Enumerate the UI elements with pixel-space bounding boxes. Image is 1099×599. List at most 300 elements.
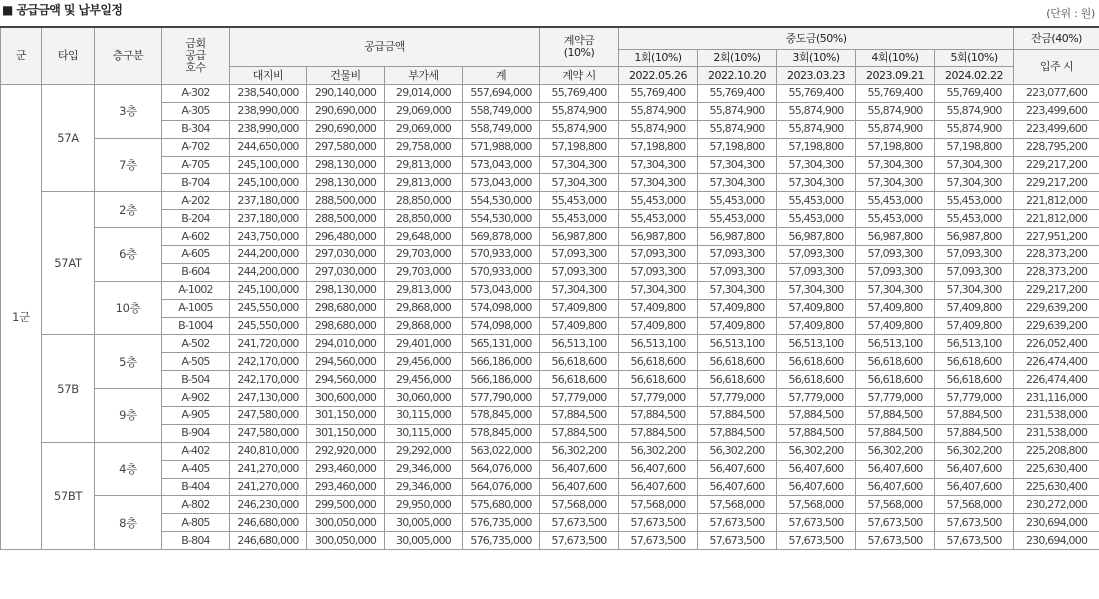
vat-cell: 30,005,000	[385, 514, 463, 532]
building-cost-cell: 290,690,000	[307, 120, 385, 138]
table-row	[1, 353, 1099, 371]
header-date-5: 2024.02.22	[935, 67, 1014, 85]
middle-1-cell: 56,618,600	[619, 371, 698, 389]
table-row	[1, 138, 1099, 156]
table-row	[1, 228, 1099, 246]
middle-4-cell: 55,453,000	[856, 210, 935, 228]
floor-cell: 5층	[95, 335, 162, 389]
middle-5-cell: 57,884,500	[935, 424, 1014, 442]
type-cell: 57AT	[42, 192, 95, 335]
middle-2-cell: 57,304,300	[698, 174, 777, 192]
table-row	[1, 389, 1099, 407]
land-cost-cell: 243,750,000	[230, 228, 307, 246]
middle-4-cell: 56,513,100	[856, 335, 935, 353]
building-cost-cell: 294,560,000	[307, 353, 385, 371]
middle-4-cell: 55,769,400	[856, 85, 935, 103]
middle-5-cell: 56,987,800	[935, 228, 1014, 246]
building-cost-cell: 301,150,000	[307, 424, 385, 442]
unit-no-cell: A-802	[162, 496, 230, 514]
group-cell: 1군	[1, 85, 42, 550]
floor-cell: 9층	[95, 389, 162, 443]
header-units-line3: 호수	[185, 61, 206, 74]
unit-no-cell: B-204	[162, 210, 230, 228]
building-cost-cell: 294,560,000	[307, 371, 385, 389]
middle-3-cell: 57,409,800	[777, 317, 856, 335]
header-type: 타입	[42, 27, 95, 85]
middle-4-cell: 57,673,500	[856, 514, 935, 532]
balance-cell: 226,052,400	[1014, 335, 1099, 353]
building-cost-cell: 290,140,000	[307, 85, 385, 103]
header-middle-5: 5회(10%)	[935, 50, 1014, 67]
table-row	[1, 120, 1099, 138]
balance-cell: 229,217,200	[1014, 156, 1099, 174]
header-total: 계	[463, 67, 540, 85]
header-units-line2: 공급	[185, 49, 206, 62]
middle-4-cell: 57,093,300	[856, 246, 935, 264]
middle-4-cell: 55,874,900	[856, 102, 935, 120]
middle-1-cell: 56,513,100	[619, 335, 698, 353]
header-vat: 부가세	[385, 67, 463, 85]
middle-2-cell: 56,987,800	[698, 228, 777, 246]
balance-cell: 225,208,800	[1014, 442, 1099, 460]
header-middle: 중도금(50%)	[619, 27, 1014, 50]
total-cell: 557,694,000	[463, 85, 540, 103]
deposit-cell: 56,302,200	[540, 442, 619, 460]
middle-1-cell: 57,409,800	[619, 317, 698, 335]
total-cell: 576,735,000	[463, 514, 540, 532]
middle-5-cell: 56,618,600	[935, 371, 1014, 389]
floor-cell: 4층	[95, 442, 162, 496]
middle-1-cell: 57,884,500	[619, 407, 698, 425]
type-cell: 57A	[42, 85, 95, 192]
table-row	[1, 496, 1099, 514]
middle-4-cell: 57,093,300	[856, 263, 935, 281]
unit-no-cell: B-1004	[162, 317, 230, 335]
total-cell: 566,186,000	[463, 353, 540, 371]
land-cost-cell: 245,100,000	[230, 281, 307, 299]
middle-1-cell: 57,304,300	[619, 156, 698, 174]
middle-5-cell: 56,513,100	[935, 335, 1014, 353]
land-cost-cell: 246,680,000	[230, 514, 307, 532]
vat-cell: 29,346,000	[385, 460, 463, 478]
total-cell: 554,530,000	[463, 210, 540, 228]
middle-3-cell: 57,568,000	[777, 496, 856, 514]
middle-3-cell: 56,987,800	[777, 228, 856, 246]
unit-no-cell: B-704	[162, 174, 230, 192]
middle-2-cell: 56,618,600	[698, 353, 777, 371]
land-cost-cell: 237,180,000	[230, 192, 307, 210]
middle-3-cell: 57,304,300	[777, 174, 856, 192]
land-cost-cell: 245,550,000	[230, 299, 307, 317]
middle-1-cell: 57,779,000	[619, 389, 698, 407]
building-cost-cell: 300,600,000	[307, 389, 385, 407]
floor-cell: 6층	[95, 228, 162, 282]
building-cost-cell: 293,460,000	[307, 478, 385, 496]
payment-schedule-table	[0, 26, 1099, 550]
total-cell: 576,735,000	[463, 532, 540, 550]
middle-3-cell: 57,093,300	[777, 263, 856, 281]
balance-cell: 223,077,600	[1014, 85, 1099, 103]
middle-2-cell: 57,673,500	[698, 514, 777, 532]
middle-3-cell: 57,304,300	[777, 156, 856, 174]
total-cell: 575,680,000	[463, 496, 540, 514]
middle-4-cell: 57,884,500	[856, 424, 935, 442]
table-row	[1, 156, 1099, 174]
unit-note: (단위 : 원)	[1046, 7, 1095, 20]
header-date-2: 2022.10.20	[698, 67, 777, 85]
balance-cell: 223,499,600	[1014, 102, 1099, 120]
unit-no-cell: B-404	[162, 478, 230, 496]
deposit-cell: 56,987,800	[540, 228, 619, 246]
balance-cell: 230,272,000	[1014, 496, 1099, 514]
middle-1-cell: 55,874,900	[619, 102, 698, 120]
middle-5-cell: 57,304,300	[935, 174, 1014, 192]
total-cell: 571,988,000	[463, 138, 540, 156]
middle-2-cell: 55,453,000	[698, 192, 777, 210]
table-row	[1, 514, 1099, 532]
middle-1-cell: 56,407,600	[619, 460, 698, 478]
table-row	[1, 210, 1099, 228]
header-deposit	[540, 27, 619, 67]
middle-5-cell: 56,618,600	[935, 353, 1014, 371]
building-cost-cell: 300,050,000	[307, 514, 385, 532]
middle-2-cell: 57,409,800	[698, 317, 777, 335]
deposit-cell: 56,407,600	[540, 460, 619, 478]
middle-4-cell: 57,198,800	[856, 138, 935, 156]
middle-3-cell: 57,673,500	[777, 514, 856, 532]
balance-cell: 221,812,000	[1014, 192, 1099, 210]
table-row	[1, 478, 1099, 496]
building-cost-cell: 299,500,000	[307, 496, 385, 514]
middle-3-cell: 55,874,900	[777, 120, 856, 138]
middle-3-cell: 57,884,500	[777, 407, 856, 425]
middle-3-cell: 57,884,500	[777, 424, 856, 442]
unit-no-cell: A-302	[162, 85, 230, 103]
middle-1-cell: 57,409,800	[619, 299, 698, 317]
deposit-cell: 56,407,600	[540, 478, 619, 496]
balance-cell: 229,639,200	[1014, 299, 1099, 317]
deposit-cell: 57,884,500	[540, 407, 619, 425]
middle-4-cell: 56,302,200	[856, 442, 935, 460]
middle-3-cell: 57,673,500	[777, 532, 856, 550]
header-deposit-line1: 계약금	[563, 34, 595, 47]
table-row	[1, 299, 1099, 317]
total-cell: 554,530,000	[463, 192, 540, 210]
middle-2-cell: 55,453,000	[698, 210, 777, 228]
deposit-cell: 56,618,600	[540, 371, 619, 389]
balance-cell: 231,116,000	[1014, 389, 1099, 407]
section-title: ■ 공급금액 및 납부일정	[2, 3, 123, 17]
land-cost-cell: 245,100,000	[230, 174, 307, 192]
vat-cell: 30,060,000	[385, 389, 463, 407]
header-units	[162, 27, 230, 85]
vat-cell: 29,813,000	[385, 281, 463, 299]
middle-4-cell: 56,407,600	[856, 460, 935, 478]
land-cost-cell: 241,720,000	[230, 335, 307, 353]
header-deposit-when: 계약 시	[540, 67, 619, 85]
vat-cell: 30,115,000	[385, 407, 463, 425]
middle-3-cell: 57,198,800	[777, 138, 856, 156]
header-deposit-line2: (10%)	[563, 46, 595, 59]
table-row	[1, 532, 1099, 550]
building-cost-cell: 296,480,000	[307, 228, 385, 246]
land-cost-cell: 238,990,000	[230, 102, 307, 120]
middle-2-cell: 57,884,500	[698, 424, 777, 442]
middle-1-cell: 56,302,200	[619, 442, 698, 460]
balance-cell: 223,499,600	[1014, 120, 1099, 138]
middle-1-cell: 55,874,900	[619, 120, 698, 138]
total-cell: 574,098,000	[463, 299, 540, 317]
middle-5-cell: 56,302,200	[935, 442, 1014, 460]
land-cost-cell: 244,200,000	[230, 246, 307, 264]
middle-1-cell: 57,304,300	[619, 281, 698, 299]
middle-4-cell: 57,304,300	[856, 281, 935, 299]
header-units-line1: 금회	[185, 37, 206, 50]
middle-4-cell: 57,779,000	[856, 389, 935, 407]
land-cost-cell: 244,650,000	[230, 138, 307, 156]
middle-2-cell: 57,304,300	[698, 281, 777, 299]
vat-cell: 29,069,000	[385, 120, 463, 138]
land-cost-cell: 242,170,000	[230, 353, 307, 371]
header-floor: 층구분	[95, 27, 162, 85]
deposit-cell: 55,453,000	[540, 210, 619, 228]
middle-5-cell: 57,779,000	[935, 389, 1014, 407]
unit-no-cell: A-702	[162, 138, 230, 156]
type-cell: 57B	[42, 335, 95, 442]
balance-cell: 229,639,200	[1014, 317, 1099, 335]
vat-cell: 29,950,000	[385, 496, 463, 514]
unit-no-cell: B-804	[162, 532, 230, 550]
floor-cell: 7층	[95, 138, 162, 192]
total-cell: 569,878,000	[463, 228, 540, 246]
middle-4-cell: 57,304,300	[856, 174, 935, 192]
header-balance: 잔금(40%)	[1014, 27, 1099, 50]
middle-3-cell: 56,407,600	[777, 460, 856, 478]
middle-5-cell: 57,884,500	[935, 407, 1014, 425]
middle-3-cell: 55,453,000	[777, 192, 856, 210]
vat-cell: 29,703,000	[385, 246, 463, 264]
land-cost-cell: 241,270,000	[230, 478, 307, 496]
vat-cell: 29,868,000	[385, 299, 463, 317]
unit-no-cell: B-504	[162, 371, 230, 389]
vat-cell: 29,346,000	[385, 478, 463, 496]
middle-1-cell: 57,884,500	[619, 424, 698, 442]
building-cost-cell: 292,920,000	[307, 442, 385, 460]
deposit-cell: 57,304,300	[540, 156, 619, 174]
middle-4-cell: 57,673,500	[856, 532, 935, 550]
table-body	[1, 85, 1099, 550]
unit-no-cell: A-602	[162, 228, 230, 246]
unit-no-cell: B-604	[162, 263, 230, 281]
vat-cell: 30,005,000	[385, 532, 463, 550]
vat-cell: 29,703,000	[385, 263, 463, 281]
land-cost-cell: 247,580,000	[230, 407, 307, 425]
middle-4-cell: 57,409,800	[856, 317, 935, 335]
vat-cell: 29,648,000	[385, 228, 463, 246]
middle-5-cell: 55,769,400	[935, 85, 1014, 103]
table-row	[1, 424, 1099, 442]
total-cell: 570,933,000	[463, 263, 540, 281]
total-cell: 564,076,000	[463, 460, 540, 478]
middle-5-cell: 57,673,500	[935, 532, 1014, 550]
middle-1-cell: 55,769,400	[619, 85, 698, 103]
middle-1-cell: 56,407,600	[619, 478, 698, 496]
middle-5-cell: 57,304,300	[935, 156, 1014, 174]
middle-2-cell: 56,407,600	[698, 460, 777, 478]
balance-cell: 228,795,200	[1014, 138, 1099, 156]
building-cost-cell: 297,030,000	[307, 246, 385, 264]
land-cost-cell: 247,130,000	[230, 389, 307, 407]
middle-3-cell: 57,304,300	[777, 281, 856, 299]
header-building: 건물비	[307, 67, 385, 85]
total-cell: 570,933,000	[463, 246, 540, 264]
table-header	[1, 27, 1099, 85]
middle-5-cell: 55,453,000	[935, 192, 1014, 210]
land-cost-cell: 237,180,000	[230, 210, 307, 228]
vat-cell: 29,868,000	[385, 317, 463, 335]
table-row	[1, 85, 1099, 103]
header-middle-3: 3회(10%)	[777, 50, 856, 67]
middle-4-cell: 56,618,600	[856, 371, 935, 389]
table-row	[1, 407, 1099, 425]
deposit-cell: 57,409,800	[540, 299, 619, 317]
vat-cell: 30,115,000	[385, 424, 463, 442]
building-cost-cell: 298,130,000	[307, 281, 385, 299]
unit-no-cell: A-402	[162, 442, 230, 460]
unit-no-cell: A-1002	[162, 281, 230, 299]
middle-1-cell: 57,673,500	[619, 514, 698, 532]
header-date-3: 2023.03.23	[777, 67, 856, 85]
building-cost-cell: 298,680,000	[307, 317, 385, 335]
building-cost-cell: 301,150,000	[307, 407, 385, 425]
middle-2-cell: 57,779,000	[698, 389, 777, 407]
middle-4-cell: 55,874,900	[856, 120, 935, 138]
middle-3-cell: 56,618,600	[777, 371, 856, 389]
middle-2-cell: 57,093,300	[698, 246, 777, 264]
unit-no-cell: A-505	[162, 353, 230, 371]
middle-4-cell: 56,407,600	[856, 478, 935, 496]
middle-4-cell: 57,409,800	[856, 299, 935, 317]
table-row	[1, 263, 1099, 281]
vat-cell: 28,850,000	[385, 210, 463, 228]
deposit-cell: 56,513,100	[540, 335, 619, 353]
table-row	[1, 335, 1099, 353]
building-cost-cell: 298,130,000	[307, 156, 385, 174]
balance-cell: 226,474,400	[1014, 371, 1099, 389]
floor-cell: 2층	[95, 192, 162, 228]
deposit-cell: 57,673,500	[540, 532, 619, 550]
land-cost-cell: 238,990,000	[230, 120, 307, 138]
total-cell: 573,043,000	[463, 281, 540, 299]
unit-no-cell: A-705	[162, 156, 230, 174]
unit-no-cell: A-902	[162, 389, 230, 407]
table-row	[1, 192, 1099, 210]
middle-4-cell: 55,453,000	[856, 192, 935, 210]
vat-cell: 29,456,000	[385, 353, 463, 371]
land-cost-cell: 238,540,000	[230, 85, 307, 103]
middle-5-cell: 57,409,800	[935, 317, 1014, 335]
header-supply: 공급금액	[230, 27, 540, 67]
vat-cell: 29,292,000	[385, 442, 463, 460]
table-row	[1, 246, 1099, 264]
deposit-cell: 57,304,300	[540, 281, 619, 299]
building-cost-cell: 300,050,000	[307, 532, 385, 550]
balance-cell: 230,694,000	[1014, 532, 1099, 550]
deposit-cell: 55,769,400	[540, 85, 619, 103]
total-cell: 564,076,000	[463, 478, 540, 496]
middle-3-cell: 55,769,400	[777, 85, 856, 103]
unit-no-cell: A-202	[162, 192, 230, 210]
table-row	[1, 460, 1099, 478]
deposit-cell: 57,093,300	[540, 263, 619, 281]
middle-1-cell: 56,987,800	[619, 228, 698, 246]
unit-no-cell: B-904	[162, 424, 230, 442]
deposit-cell: 57,568,000	[540, 496, 619, 514]
middle-3-cell: 56,513,100	[777, 335, 856, 353]
land-cost-cell: 241,270,000	[230, 460, 307, 478]
total-cell: 573,043,000	[463, 174, 540, 192]
deposit-cell: 57,409,800	[540, 317, 619, 335]
floor-cell: 10층	[95, 281, 162, 335]
total-cell: 558,749,000	[463, 120, 540, 138]
land-cost-cell: 247,580,000	[230, 424, 307, 442]
land-cost-cell: 246,680,000	[230, 532, 307, 550]
building-cost-cell: 290,690,000	[307, 102, 385, 120]
balance-cell: 228,373,200	[1014, 263, 1099, 281]
middle-5-cell: 57,093,300	[935, 263, 1014, 281]
deposit-cell: 57,198,800	[540, 138, 619, 156]
floor-cell: 3층	[95, 85, 162, 139]
balance-cell: 225,630,400	[1014, 460, 1099, 478]
balance-cell: 227,951,200	[1014, 228, 1099, 246]
type-cell: 57BT	[42, 442, 95, 549]
land-cost-cell: 246,230,000	[230, 496, 307, 514]
middle-3-cell: 56,407,600	[777, 478, 856, 496]
building-cost-cell: 293,460,000	[307, 460, 385, 478]
middle-1-cell: 57,093,300	[619, 263, 698, 281]
unit-no-cell: A-605	[162, 246, 230, 264]
middle-2-cell: 55,769,400	[698, 85, 777, 103]
vat-cell: 29,014,000	[385, 85, 463, 103]
building-cost-cell: 297,030,000	[307, 263, 385, 281]
middle-5-cell: 56,407,600	[935, 460, 1014, 478]
header-movein: 입주 시	[1014, 50, 1099, 85]
deposit-cell: 55,874,900	[540, 102, 619, 120]
middle-5-cell: 55,874,900	[935, 120, 1014, 138]
deposit-cell: 57,093,300	[540, 246, 619, 264]
deposit-cell: 57,673,500	[540, 514, 619, 532]
unit-no-cell: A-1005	[162, 299, 230, 317]
floor-cell: 8층	[95, 496, 162, 550]
middle-2-cell: 55,874,900	[698, 120, 777, 138]
land-cost-cell: 245,100,000	[230, 156, 307, 174]
middle-2-cell: 57,304,300	[698, 156, 777, 174]
total-cell: 565,131,000	[463, 335, 540, 353]
total-cell: 577,790,000	[463, 389, 540, 407]
building-cost-cell: 288,500,000	[307, 192, 385, 210]
middle-5-cell: 57,673,500	[935, 514, 1014, 532]
middle-2-cell: 56,618,600	[698, 371, 777, 389]
unit-no-cell: B-304	[162, 120, 230, 138]
middle-3-cell: 55,453,000	[777, 210, 856, 228]
balance-cell: 231,538,000	[1014, 424, 1099, 442]
land-cost-cell: 244,200,000	[230, 263, 307, 281]
total-cell: 574,098,000	[463, 317, 540, 335]
middle-1-cell: 57,198,800	[619, 138, 698, 156]
land-cost-cell: 242,170,000	[230, 371, 307, 389]
middle-1-cell: 57,093,300	[619, 246, 698, 264]
total-cell: 566,186,000	[463, 371, 540, 389]
